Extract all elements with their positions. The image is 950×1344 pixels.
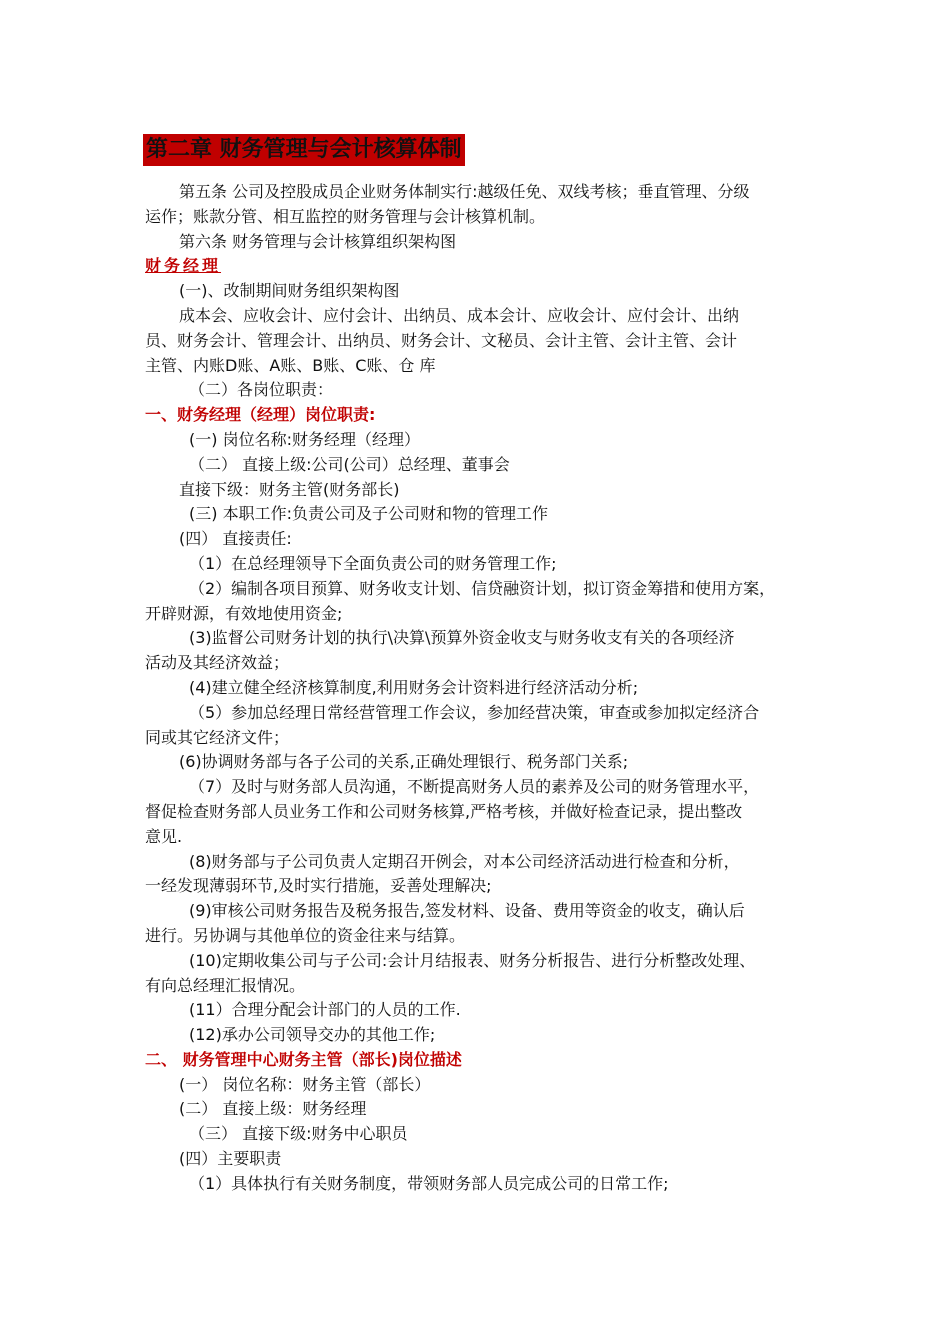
paragraph-line: 直接下级：财务主管(财务部长) — [179, 479, 400, 499]
paragraph-line: (4)建立健全经济核算制度,利用财务会计资料进行经济活动分析; — [189, 677, 639, 697]
paragraph-line: 有向总经理汇报情况。 — [145, 975, 306, 995]
paragraph-line: (11）合理分配会计部门的人员的工作. — [189, 1000, 461, 1020]
paragraph-line: 一经发现薄弱环节,及时实行措施，妥善处理解决; — [145, 876, 492, 896]
article-5-line-1: 第五条 公司及控股成员企业财务体制实行:越级任免、双线考核；垂直管理、分级 — [179, 182, 750, 201]
paragraph-line: (二） 直接上级：财务经理 — [179, 1099, 367, 1119]
paragraph-line: (9)审核公司财务报告及税务报告,签发材料、设备、费用等资金的收支，确认后 — [189, 901, 745, 921]
finance-manager-label: 财务经理 — [145, 256, 222, 276]
paragraph-line: 同或其它经济文件； — [145, 727, 290, 747]
document-body — [145, 180, 813, 1197]
article-6-line: 第六条 财务管理与会计核算组织架构图 — [179, 231, 457, 251]
paragraph-line: 督促检查财务部人员业务工作和公司财务核算,严格考核，并做好检查记录，提出整改 — [145, 801, 743, 821]
paragraph-line: （二） 直接上级:公司(公司）总经理、董事会 — [189, 454, 510, 474]
positions-line-3: 主管、内账D账、A账、B账、C账、仓 库 — [145, 355, 436, 375]
paragraph-line: (四）主要职责 — [179, 1149, 282, 1169]
paragraph-line: （5）参加总经理日常经营管理工作会议，参加经营决策，审查或参加拟定经济合 — [189, 702, 760, 722]
org-chart-subheading: (一)、改制期间财务组织架构图 — [179, 281, 400, 301]
paragraph-line: (8)财务部与子公司负责人定期召开例会，对本公司经济活动进行检查和分析， — [189, 851, 740, 871]
chapter-title: 第二章 财务管理与会计核算体制 — [143, 134, 465, 166]
paragraph-line: （7）及时与财务部人员沟通，不断提高财务人员的素养及公司的财务管理水平， — [189, 777, 760, 797]
section-heading-1: 一、财务经理（经理）岗位职责: — [145, 405, 376, 425]
paragraph-line: (6)协调财务部与各子公司的关系,正确处理银行、税务部门关系; — [179, 752, 629, 772]
paragraph-line: (一） 岗位名称：财务主管（部长） — [179, 1074, 431, 1094]
paragraph-line: (四） 直接责任: — [179, 529, 292, 549]
article-5-line-2: 运作；账款分管、相互监控的财务管理与会计核算机制。 — [145, 206, 546, 226]
paragraph-line: （1）具体执行有关财务制度，带领财务部人员完成公司的日常工作; — [189, 1173, 669, 1193]
paragraph-line: 开辟财源，有效地使用资金; — [145, 603, 343, 623]
paragraph-line: 意见. — [145, 826, 183, 846]
paragraph-line: (3)监督公司财务计划的执行\决算\预算外资金收支与财务收支有关的各项经济 — [189, 628, 735, 648]
section-heading-finance-manager — [145, 254, 813, 279]
duties-subheading: （二）各岗位职责： — [189, 380, 334, 400]
section-heading-2: 二、 财务管理中心财务主管（部长)岗位描述 — [145, 1049, 462, 1069]
paragraph-line: 活动及其经济效益； — [145, 653, 290, 673]
positions-line-2: 员、财务会计、管理会计、出纳员、财务会计、文秘员、会计主管、会计主管、会计 — [145, 330, 738, 350]
paragraph-line: （2）编制各项目预算、财务收支计划、信贷融资计划，拟订资金筹措和使用方案， — [189, 578, 776, 598]
paragraph-line: （1）在总经理领导下全面负责公司的财务管理工作; — [189, 553, 557, 573]
paragraph-line: (三) 本职工作:负责公司及子公司财和物的管理工作 — [189, 504, 548, 524]
paragraph-line: （三） 直接下级:财务中心职员 — [189, 1124, 408, 1144]
paragraph-line: (一) 岗位名称:财务经理（经理） — [189, 429, 420, 449]
paragraph-line: 进行。另协调与其他单位的资金往来与结算。 — [145, 925, 466, 945]
paragraph-line: (10)定期收集公司与子公司:会计月结报表、财务分析报告、进行分析整改处理、 — [189, 950, 756, 970]
paragraph-line: (12)承办公司领导交办的其他工作; — [189, 1025, 436, 1045]
positions-line-1: 成本会、应收会计、应付会计、出纳员、成本会计、应收会计、应付会计、出纳 — [179, 305, 740, 325]
